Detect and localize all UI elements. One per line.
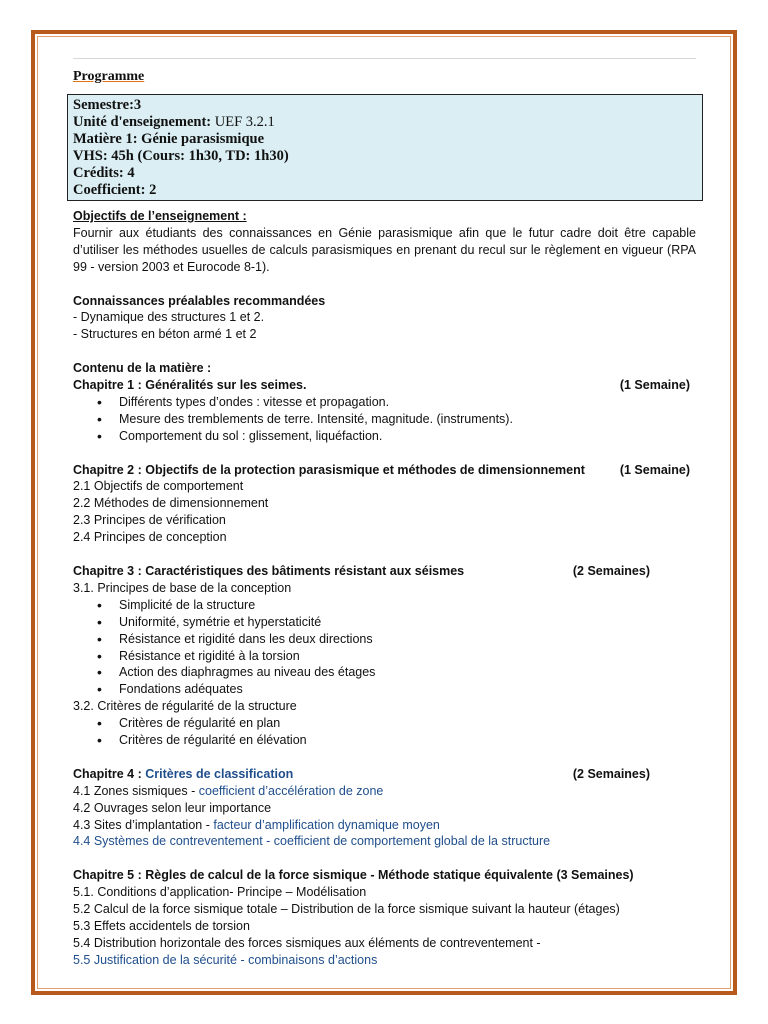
list-item: 4.3 Sites d’implantation - facteur d’amplification dynamique moyen bbox=[73, 817, 440, 832]
list-item: • Résistance et rigidité à la torsion bbox=[73, 648, 696, 665]
programme-title: Programme bbox=[73, 69, 145, 84]
list-item: 2.3 Principes de vérification bbox=[73, 513, 226, 528]
chapitre4-heading: Chapitre 4 : Critères de classification (2 Semaines) bbox=[73, 766, 650, 781]
prerequis-item: - Structures en béton armé 1 et 2 bbox=[73, 327, 257, 342]
list-item: • Action des diaphragmes au niveau des étages bbox=[73, 664, 696, 681]
chapitre1-list bbox=[73, 394, 696, 445]
list-item: • Critères de régularité en plan bbox=[73, 715, 696, 732]
list-item: 4.1 Zones sismiques - coefficient d’accélération de zone bbox=[73, 783, 384, 798]
course-info-box bbox=[67, 94, 703, 201]
objectifs-text: Fournir aux étudiants des connaissances en Génie parasismique afin que le futur cadre doit être capable d’utiliser les méthodes usuelles de calculs parasismiques en prenant du recul sur le règlement en vigueur (RPA 99 - version 2003 et Eurocode 8-1). bbox=[73, 225, 696, 274]
vhs: VHS: 45h (Cours: 1h30, TD: 1h30) bbox=[73, 148, 289, 164]
coefficient: Coefficient: 2 bbox=[73, 182, 157, 198]
list-item: 5.2 Calcul de la force sismique totale – Distribution de la force sismique suivant la hauteur (étages) bbox=[73, 902, 620, 917]
list-item: 2.4 Principes de conception bbox=[73, 530, 227, 545]
list-item: • Mesure des tremblements de terre. Intensité, magnitude. (instruments). bbox=[73, 411, 696, 428]
chapitre2-heading: Chapitre 2 : Objectifs de la protection parasismique et méthodes de dimensionnement (1 Semaine) bbox=[73, 462, 690, 477]
credits: Crédits: 4 bbox=[73, 165, 135, 181]
contenu-title: Contenu de la matière : bbox=[73, 361, 212, 376]
unite-enseignement: Unité d'enseignement: UEF 3.2.1 bbox=[73, 114, 275, 130]
matiere: Matière 1: Génie parasismique bbox=[73, 131, 265, 147]
list-item: 5.4 Distribution horizontale des forces sismiques aux éléments de contreventement - bbox=[73, 935, 541, 950]
prerequis-item: - Dynamique des structures 1 et 2. bbox=[73, 310, 265, 325]
list-item: • Comportement du sol : glissement, liquéfaction. bbox=[73, 428, 696, 445]
header-rule bbox=[73, 58, 696, 59]
prerequis-title: Connaissances préalables recommandées bbox=[73, 293, 326, 308]
document-body bbox=[73, 208, 696, 969]
chapitre5-heading: Chapitre 5 : Règles de calcul de la force sismique - Méthode statique équivalente (3 Semaines) bbox=[73, 868, 634, 883]
chapitre1-heading: Chapitre 1 : Généralités sur les seimes. (1 Semaine) bbox=[73, 378, 690, 393]
list-item: • Fondations adéquates bbox=[73, 681, 696, 698]
chapitre3-list1 bbox=[73, 597, 696, 698]
list-item: 4.2 Ouvrages selon leur importance bbox=[73, 800, 272, 815]
list-item: 4.4 Systèmes de contreventement - coefficient de comportement global de la structure bbox=[73, 834, 551, 849]
chapitre3-sub2: 3.2. Critères de régularité de la structure bbox=[73, 699, 297, 714]
list-item: • Critères de régularité en élévation bbox=[73, 732, 696, 749]
list-item: • Simplicité de la structure bbox=[73, 597, 696, 614]
list-item: • Résistance et rigidité dans les deux directions bbox=[73, 631, 696, 648]
chapitre3-sub1: 3.1. Principes de base de la conception bbox=[73, 580, 292, 595]
semestre: Semestre:3 bbox=[73, 97, 142, 113]
list-item: • Différents types d’ondes : vitesse et propagation. bbox=[73, 394, 696, 411]
list-item: 2.2 Méthodes de dimensionnement bbox=[73, 496, 269, 511]
list-item: 2.1 Objectifs de comportement bbox=[73, 479, 244, 494]
list-item: • Uniformité, symétrie et hyperstaticité bbox=[73, 614, 696, 631]
chapitre3-list2 bbox=[73, 715, 696, 749]
list-item: 5.3 Effets accidentels de torsion bbox=[73, 918, 250, 933]
list-item: 5.5 Justification de la sécurité - combinaisons d’actions bbox=[73, 952, 378, 967]
chapitre3-heading: Chapitre 3 : Caractéristiques des bâtiments résistant aux séismes (2 Semaines) bbox=[73, 563, 650, 578]
list-item: 5.1. Conditions d’application- Principe – Modélisation bbox=[73, 885, 367, 900]
objectifs-title: Objectifs de l’enseignement : bbox=[73, 209, 247, 223]
